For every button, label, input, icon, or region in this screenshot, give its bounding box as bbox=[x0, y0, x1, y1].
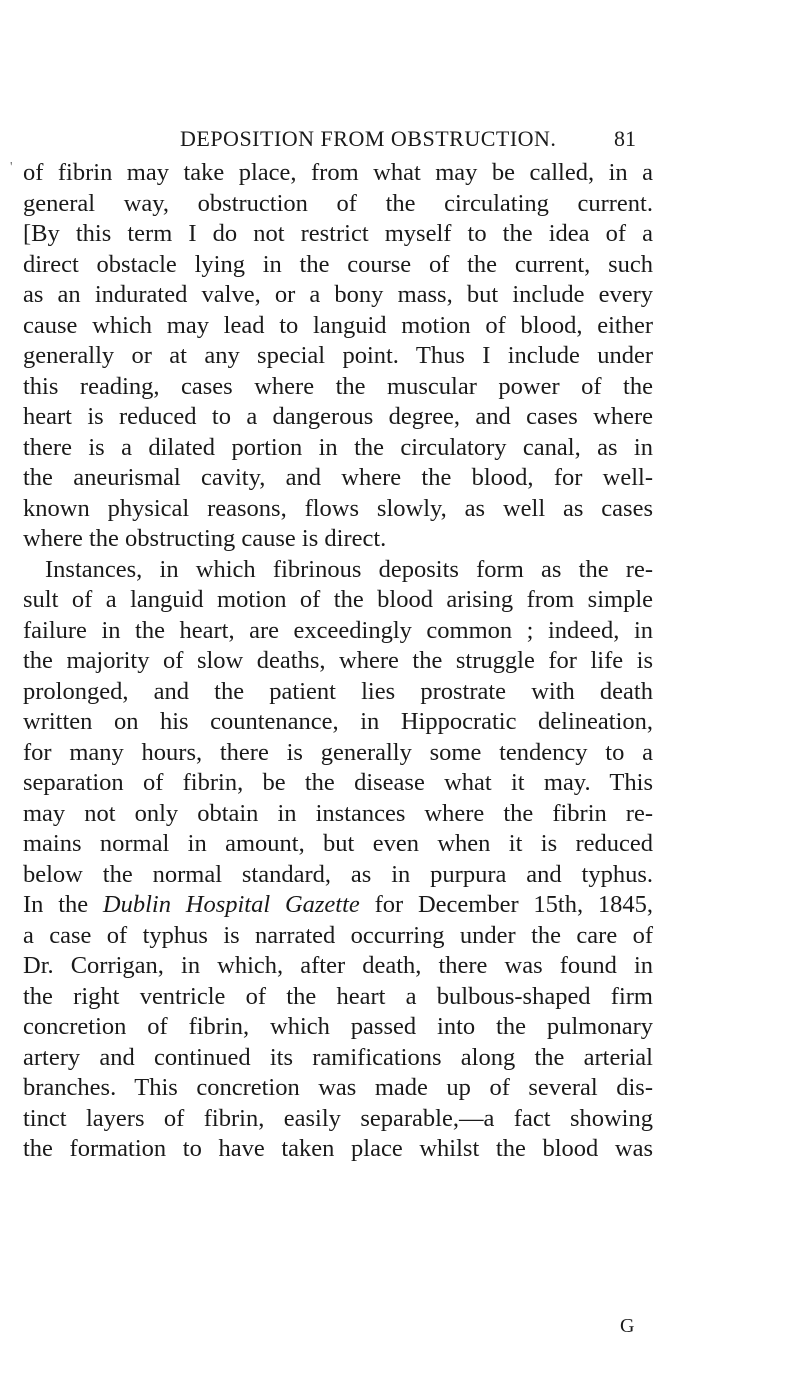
paragraph-first-line: Instances, in which fibrinous deposits form as the re- bbox=[45, 555, 653, 583]
paragraph-end-line: where the obstructing cause is direct. bbox=[23, 525, 387, 552]
text-line: artery and continued its ramifications along the arterial bbox=[23, 1043, 653, 1071]
text-line: [By this term I do not restrict myself to the idea of a bbox=[23, 220, 653, 247]
text-line: below the normal standard, as in purpura and typhus. bbox=[23, 860, 653, 888]
text-line: the aneurismal cavity, and where the blood, for well- bbox=[23, 464, 653, 491]
text-line: separation of fibrin, be the disease what it may. This bbox=[23, 769, 653, 796]
text-line: generally or at any special point. Thus I include under bbox=[23, 342, 653, 369]
text-line: written on his countenance, in Hippocratic delineation, bbox=[23, 708, 653, 735]
text-line: failure in the heart, are exceedingly common ; indeed, in bbox=[23, 616, 653, 644]
body-text bbox=[23, 158, 653, 1165]
text-line: branches. This concretion was made up of several dis- bbox=[23, 1074, 653, 1101]
signature-mark: G bbox=[620, 1315, 635, 1337]
page-number: 81 bbox=[614, 126, 636, 151]
text-line: known physical reasons, flows slowly, as well as cases bbox=[23, 494, 653, 522]
text-line: heart is reduced to a dangerous degree, and cases where bbox=[23, 403, 653, 430]
text-line: sult of a languid motion of the blood arising from simple bbox=[23, 586, 653, 613]
margin-tick: ' bbox=[10, 160, 13, 175]
text-line: general way, obstruction of the circulating current. bbox=[23, 189, 653, 217]
text-line: the right ventricle of the heart a bulbous-shaped firm bbox=[23, 982, 653, 1010]
text-line: cause which may lead to languid motion of blood, either bbox=[23, 311, 653, 339]
text-line: as an indurated valve, or a bony mass, but include every bbox=[23, 281, 653, 308]
text-line: tinct layers of fibrin, easily separable,—a fact showing bbox=[23, 1104, 653, 1132]
text-line: the majority of slow deaths, where the struggle for life is bbox=[23, 647, 653, 674]
text-line: mains normal in amount, but even when it is reduced bbox=[23, 830, 653, 857]
text-line: concretion of fibrin, which passed into the pulmonary bbox=[23, 1013, 653, 1040]
text-line: Dr. Corrigan, in which, after death, there was found in bbox=[23, 952, 653, 979]
text-line: may not only obtain in instances where the fibrin re- bbox=[23, 799, 653, 827]
text-line: a case of typhus is narrated occurring under the care of bbox=[23, 921, 653, 949]
text-line: this reading, cases where the muscular power of the bbox=[23, 372, 653, 400]
running-title: DEPOSITION FROM OBSTRUCTION. bbox=[180, 126, 557, 151]
text-line: the formation to have taken place whilst the blood was bbox=[23, 1135, 653, 1162]
journal-title: Dublin Hospital Gazette bbox=[102, 891, 360, 918]
text-line: of fibrin may take place, from what may be called, in a bbox=[23, 159, 653, 186]
running-head bbox=[0, 126, 800, 156]
text-line: prolonged, and the patient lies prostrate with death bbox=[23, 677, 653, 705]
citation-line: In the Dublin Hospital Gazette for December 15th, 1845, bbox=[23, 891, 654, 918]
text-line: there is a dilated portion in the circulatory canal, as in bbox=[23, 433, 653, 461]
text-line: for many hours, there is generally some tendency to a bbox=[23, 738, 653, 766]
text-line: direct obstacle lying in the course of the current, such bbox=[23, 250, 653, 278]
